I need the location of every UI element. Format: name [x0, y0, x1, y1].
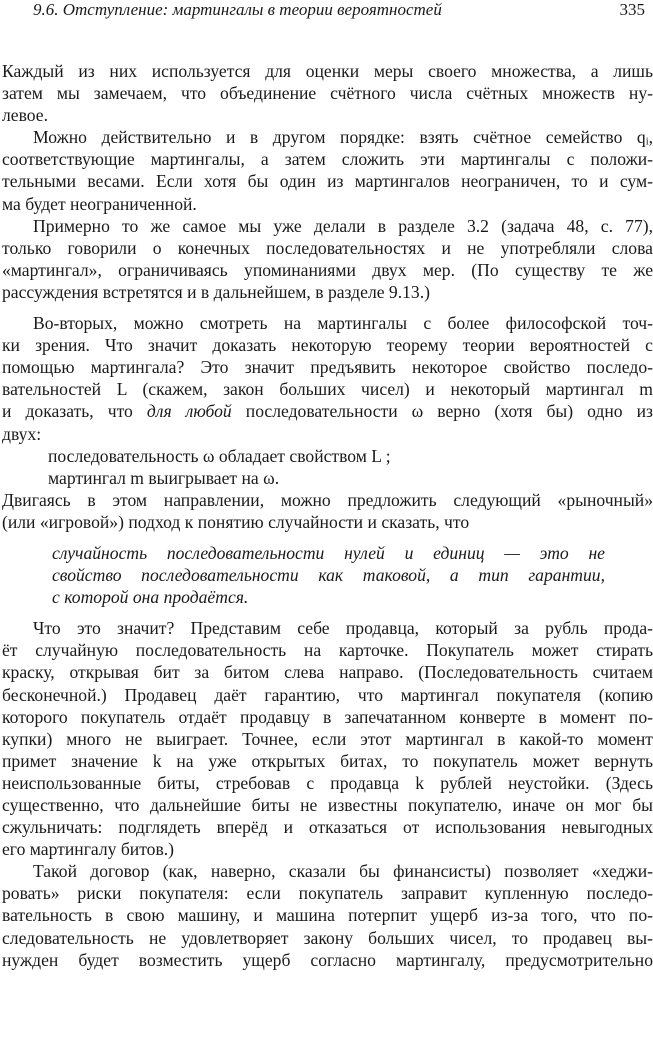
display-line: мартингал m выигрывает на ω.	[48, 467, 280, 488]
text-line: его мартингалу битов.)	[2, 839, 175, 860]
text-line: нужден будет возместить ущерб согласно мартингалу, предусмотрительно	[2, 949, 653, 970]
text-line: двух:	[2, 423, 42, 444]
text-line: Во-вторых, можно смотреть на мартингалы с более философской точ-	[33, 313, 653, 334]
page-number: 335	[619, 0, 645, 19]
text-line: бесконечной.) Продавец даёт гарантию, что мартингал покупателя (копию	[2, 684, 653, 705]
text-line: следовательность не удовлетворяет закону больших чисел, то продавец вы-	[2, 927, 653, 948]
text-line: купки) много не выиграет. Точнее, если этот мартингал в какой-то момент	[2, 728, 653, 749]
text-line: только говорили о конечных последовательностях и не употребляли слова	[2, 237, 653, 258]
quote-line: случайность последовательности нулей и единиц — это не	[52, 542, 605, 563]
emphasis-text: для любой	[146, 401, 232, 422]
text-fragment: последовательности ω верно (хотя бы) одно из	[245, 401, 653, 422]
text-line: затем мы замечаем, что объединение счётного числа счётных множеств ну-	[2, 83, 653, 104]
text-line: «мартингал», ограничиваясь упоминаниями двух мер. (По существу те же	[2, 259, 653, 280]
running-header-title: 9.6. Отступление: мартингалы в теории вероятностей	[33, 0, 442, 19]
text-line: Примерно то же самое мы уже делали в разделе 3.2 (задача 48, с. 77),	[33, 215, 653, 236]
text-line: ровать» риски покупателя: если покупатель заправит купленную последо-	[2, 883, 653, 904]
text-line: Такой договор (как, наверно, сказали бы финансисты) позволяет «хеджи-	[33, 861, 653, 882]
display-line: последовательность ω обладает свойством L ;	[48, 445, 391, 466]
text-line: существенно, что дальнейшие биты не известны покупателю, иначе он мог бы	[2, 795, 653, 815]
text-line: ёт случайную последовательность на карточке. Покупатель может стирать	[2, 640, 653, 661]
text-line: вательностей L (скажем, закон больших чисел) и некоторый мартингал m	[2, 379, 653, 400]
text-line: соответствующие мартингалы, а затем сложить эти мартингалы с положи-	[2, 149, 653, 170]
text-line: тельными весами. Если хотя бы один из мартингалов неограничен, то и сум-	[2, 171, 653, 192]
text-line: сжульничать: подглядеть вперёд и отказаться от использования невыгодных	[2, 817, 653, 838]
text-line: помощью мартингала? Это значит предъявить некоторое свойство последо-	[2, 357, 653, 378]
text-fragment: и доказать, что	[2, 401, 133, 422]
quote-line: свойство последовательности как таковой, а тип гарантии,	[52, 565, 605, 586]
text-line: которого покупатель отдаёт продавцу в запечатанном конверте в момент по-	[2, 706, 653, 727]
text-line: Что это значит? Представим себе продавца, который за рубль прода-	[33, 618, 653, 639]
text-line: неиспользованные биты, стребовав с продавца k рублей неустойки. (Здесь	[2, 772, 653, 793]
text-line: (или «игровой») подход к понятию случайности и сказать, что	[2, 511, 470, 532]
text-line: вательность в свою машину, и машина потерпит ущерб из-за того, что по-	[2, 905, 653, 926]
text-line: Каждый из них используется для оценки меры своего множества, а лишь	[2, 61, 653, 81]
text-line: ки зрения. Что значит доказать некоторую теорему теории вероятностей с	[2, 335, 653, 356]
text-line: Можно действительно и в другом порядке: взять счётное семейство qᵢ,	[33, 127, 653, 148]
body-text	[2, 60, 653, 971]
text-line: рассуждения встретятся и в дальнейшем, в разделе 9.13.)	[2, 281, 430, 302]
text-line: Двигаясь в этом направлении, можно предложить следующий «рыночный»	[2, 489, 653, 510]
text-line: левое.	[2, 105, 48, 126]
text-line: краску, открывая бит за битом слева направо. (Последовательность считаем	[2, 662, 653, 683]
text-line: ма будет неограниченной.	[2, 193, 197, 214]
text-line-with-emphasis	[2, 400, 653, 422]
quote-line: с которой она продаётся.	[52, 587, 249, 608]
running-header	[0, 0, 653, 24]
text-line: примет значение k на уже открытых битах, то покупатель может вернуть	[2, 750, 653, 771]
